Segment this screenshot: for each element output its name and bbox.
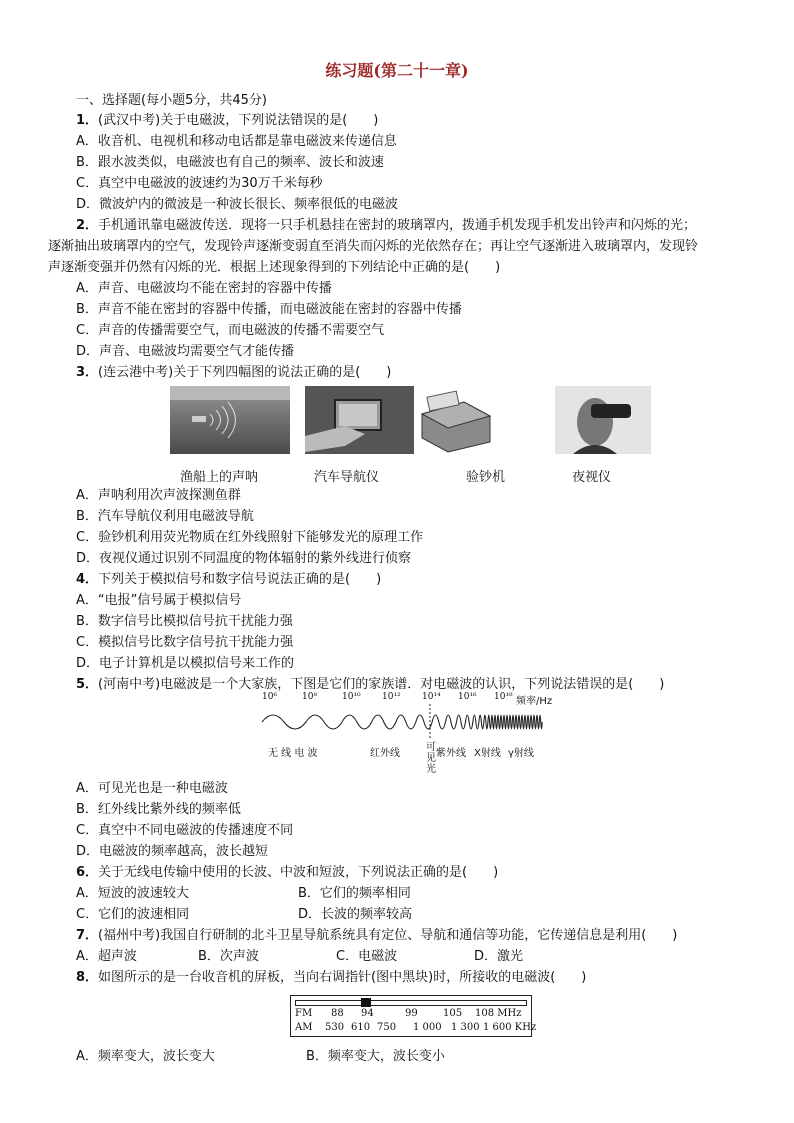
section-heading: 一、选择题(每小题5分，共45分) bbox=[76, 93, 267, 108]
option: B．数字信号比模拟信号抗干扰能力强 bbox=[76, 614, 293, 629]
am-tick: 1 600 KHz bbox=[483, 1022, 537, 1033]
option: C．模拟信号比数字信号抗干扰能力强 bbox=[76, 635, 294, 650]
tick-label: 10¹⁴ bbox=[422, 692, 441, 702]
visible-light-label: 可 bbox=[426, 742, 436, 753]
option: A．短波的波速较大 bbox=[76, 886, 189, 901]
am-tick: 610 bbox=[351, 1022, 371, 1033]
question-number: 1． bbox=[76, 113, 99, 128]
fm-tick: 88 bbox=[331, 1008, 344, 1019]
am-tick: 1 000 bbox=[413, 1022, 442, 1033]
image-caption: 渔船上的声呐 bbox=[180, 470, 259, 485]
question-number: 5． bbox=[76, 677, 99, 692]
question-number: 2． bbox=[76, 218, 99, 233]
unit-label: 频率/Hz bbox=[516, 696, 553, 707]
question-number: 7． bbox=[76, 928, 99, 943]
tick-label: 10¹² bbox=[382, 692, 401, 702]
question-stem: (连云港中考)关于下列四幅图的说法正确的是( ) bbox=[98, 365, 392, 380]
option: A．可见光也是一种电磁波 bbox=[76, 781, 228, 796]
band-label-infrared: 红外线 bbox=[370, 748, 400, 759]
option: C．电磁波 bbox=[336, 949, 398, 964]
fm-scale bbox=[295, 1008, 522, 1019]
option: D．微波炉内的微波是一种波长很长、频率很低的电磁波 bbox=[76, 197, 399, 212]
option: D．长波的频率较高 bbox=[298, 907, 413, 922]
sonar-image bbox=[170, 386, 290, 454]
question-stem-line: 声逐渐变强并仍然有闪烁的光．根据上述现象得到的下列结论中正确的是( ) bbox=[48, 260, 501, 275]
band-label-ultraviolet: 紫外线 bbox=[436, 748, 466, 759]
tick-label: 10¹⁶ bbox=[458, 692, 477, 702]
question-8 bbox=[76, 969, 586, 987]
option: D．电磁波的频率越高，波长越短 bbox=[76, 844, 269, 859]
option: B．次声波 bbox=[198, 949, 259, 964]
question-stem: (河南中考)电磁波是一个大家族，下图是它们的家族谱．对电磁波的认识，下列说法错误的是( ) bbox=[98, 677, 665, 692]
visible-light-label: 光 bbox=[426, 764, 436, 775]
radio-dial-panel bbox=[290, 995, 537, 1037]
am-tick: 1 300 bbox=[451, 1022, 480, 1033]
question-7 bbox=[76, 927, 677, 945]
question-number: 3． bbox=[76, 365, 99, 380]
am-tick: 530 bbox=[325, 1022, 345, 1033]
tick-label: 10⁸ bbox=[302, 692, 318, 702]
question-6 bbox=[76, 864, 498, 882]
am-label: AM bbox=[295, 1022, 313, 1033]
band-label-xray: X射线 bbox=[474, 748, 501, 759]
night-vision-image bbox=[555, 386, 651, 454]
question-4 bbox=[76, 571, 381, 589]
question-stem: 手机通讯靠电磁波传送．现将一只手机悬挂在密封的玻璃罩内，拨通手机发现手机发出铃声和闪烁的光； bbox=[98, 218, 697, 233]
option: C．声音的传播需要空气，而电磁波的传播不需要空气 bbox=[76, 323, 385, 338]
tuning-track bbox=[295, 1000, 527, 1006]
question-stem: 下列关于模拟信号和数字信号说法正确的是( ) bbox=[98, 572, 382, 587]
option: C．它们的波速相同 bbox=[76, 907, 190, 922]
option: D．夜视仪通过识别不同温度的物体辐射的紫外线进行侦察 bbox=[76, 551, 412, 566]
question-3 bbox=[76, 364, 391, 382]
em-spectrum-diagram bbox=[258, 692, 558, 782]
visible-light-label: 见 bbox=[426, 753, 436, 764]
fm-tick: 108 MHz bbox=[475, 1008, 522, 1019]
image-caption: 汽车导航仪 bbox=[314, 470, 380, 485]
question-stem: 如图所示的是一台收音机的屏板，当向右调指针(图中黑块)时，所接收的电磁波( ) bbox=[98, 970, 587, 985]
question-1 bbox=[76, 112, 378, 130]
image-caption: 验钞机 bbox=[466, 470, 506, 485]
question-stem: (武汉中考)关于电磁波，下列说法错误的是( ) bbox=[98, 113, 379, 128]
option: B．红外线比紫外线的频率低 bbox=[76, 802, 241, 817]
tick-label: 10¹⁸ bbox=[494, 692, 513, 702]
option: C．真空中电磁波的波速约为30万千米每秒 bbox=[76, 176, 323, 191]
question-number: 8． bbox=[76, 970, 99, 985]
tuning-pointer bbox=[361, 998, 371, 1007]
question-stem-line: 逐渐抽出玻璃罩内的空气，发现铃声逐渐变弱直至消失而闪烁的光依然存在；再让空气逐渐进入玻璃罩内，发现铃 bbox=[48, 239, 699, 254]
money-detector-image bbox=[414, 386, 496, 454]
question-2 bbox=[76, 217, 696, 235]
option: D．声音、电磁波均需要空气才能传播 bbox=[76, 344, 295, 359]
question-stem: (福州中考)我国自行研制的北斗卫星导航系统具有定位、导航和通信等功能，它传递信息是利用( ) bbox=[98, 928, 678, 943]
option: C．验钞机利用荧光物质在红外线照射下能够发光的原理工作 bbox=[76, 530, 424, 545]
option: A．“电报”信号属于模拟信号 bbox=[76, 593, 242, 608]
page-title: 练习题(第二十一章) bbox=[325, 61, 469, 80]
option: B．声音不能在密封的容器中传播，而电磁波能在密封的容器中传播 bbox=[76, 302, 462, 317]
am-scale bbox=[295, 1022, 537, 1033]
question-number: 4． bbox=[76, 572, 99, 587]
fm-tick: 94 bbox=[361, 1008, 374, 1019]
question-stem: 关于无线电传输中使用的长波、中波和短波，下列说法正确的是( ) bbox=[98, 865, 499, 880]
option: A．声呐利用次声波探测鱼群 bbox=[76, 488, 241, 503]
option: A．超声波 bbox=[76, 949, 137, 964]
option: B．它们的频率相同 bbox=[298, 886, 411, 901]
car-navigator-image bbox=[305, 386, 415, 454]
fm-tick: 105 bbox=[443, 1008, 463, 1019]
option: D．激光 bbox=[474, 949, 524, 964]
option: A．频率变大，波长变大 bbox=[76, 1049, 215, 1064]
band-label-radio: 无 线 电 波 bbox=[268, 748, 318, 759]
option: A．声音、电磁波均不能在密封的容器中传播 bbox=[76, 281, 332, 296]
fm-label: FM bbox=[295, 1008, 313, 1019]
band-label-gamma: γ射线 bbox=[508, 748, 534, 759]
option: C．真空中不同电磁波的传播速度不同 bbox=[76, 823, 294, 838]
question-number: 6． bbox=[76, 865, 99, 880]
option: B．频率变大，波长变小 bbox=[306, 1049, 445, 1064]
tick-label: 10¹⁰ bbox=[342, 692, 361, 702]
image-caption: 夜视仪 bbox=[572, 470, 612, 485]
fm-tick: 99 bbox=[405, 1008, 418, 1019]
option: B．跟水波类似，电磁波也有自己的频率、波长和波速 bbox=[76, 155, 384, 170]
option: A．收音机、电视机和移动电话都是靠电磁波来传递信息 bbox=[76, 134, 397, 149]
option: D．电子计算机是以模拟信号来工作的 bbox=[76, 656, 295, 671]
option: B．汽车导航仪利用电磁波导航 bbox=[76, 509, 254, 524]
tick-label: 10⁶ bbox=[262, 692, 278, 702]
am-tick: 750 bbox=[377, 1022, 397, 1033]
